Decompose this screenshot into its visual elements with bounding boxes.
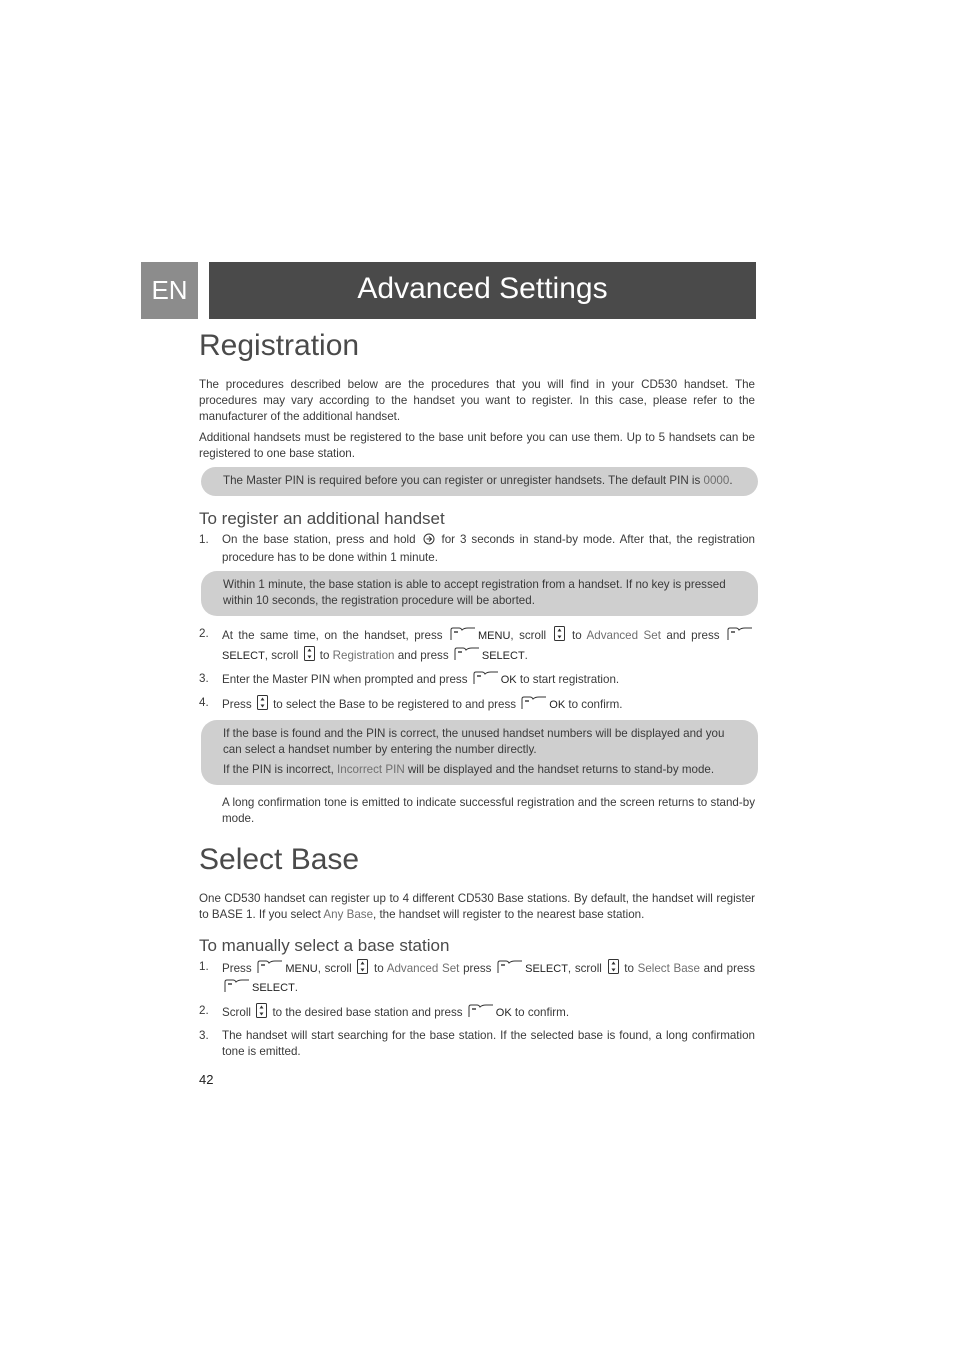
registration-confirmation: A long confirmation tone is emitted to indicate successful registration and the screen returns to stand-by mode. — [222, 796, 755, 825]
register-step-4: 4. Press to select the Base to be registered to and press OK to confirm. — [199, 695, 755, 715]
scroll-key-icon — [257, 695, 268, 715]
softkey-icon — [497, 960, 523, 979]
note-registration-result — [201, 720, 758, 785]
note-registration-timeout-text: Within 1 minute, the base station is able to accept registration from a handset. If no key is pressed within 10 seconds, the registration procedure will be aborted. — [223, 578, 726, 607]
softkey-icon — [450, 627, 476, 646]
register-step-3: 3. Enter the Master PIN when prompted and press OK to start registration. — [199, 671, 755, 690]
select-base-step-2: 2. Scroll to the desired base station and press OK to confirm. — [199, 1003, 755, 1023]
softkey-icon — [224, 979, 250, 998]
select-base-intro: One CD530 handset can register up to 4 different CD530 Base stations. By default, the handset will register to BASE 1. If you select Any Base, the handset will register to the nearest base station. — [199, 892, 755, 921]
scroll-key-icon — [357, 959, 368, 979]
select-base-step-1: 1. Press MENU, scroll to Advanced Set press SELECT, scroll to Select Base and press SELECT. — [199, 959, 755, 998]
softkey-icon — [468, 1004, 494, 1023]
note-master-pin-text: The Master PIN is required before you can register or unregister handsets. The default PIN is 0000. — [223, 474, 733, 487]
softkey-icon — [257, 960, 283, 979]
main-content — [199, 319, 755, 1065]
registration-intro: The procedures described below are the procedures that you will find in your CD530 handset. The procedures may vary according to the handset you want to register. In this case, please refer to the manufacturer of the additional handset. — [199, 378, 755, 423]
softkey-icon — [454, 647, 480, 666]
scroll-key-icon — [608, 959, 619, 979]
note-base-found: If the base is found and the PIN is correct, the unused handset numbers will be displayed and you can select a handset number by entering the number directly. — [223, 727, 725, 756]
softkey-icon — [473, 671, 499, 690]
note-master-pin — [201, 467, 758, 496]
paging-key-icon — [423, 533, 435, 550]
softkey-icon — [727, 627, 753, 646]
scroll-key-icon — [304, 646, 315, 666]
note-registration-timeout — [201, 571, 758, 616]
select-base-step-3: 3. The handset will start searching for the base station. If the selected base is found, a long confirmation tone is emitted. — [199, 1029, 755, 1058]
register-steps-continued — [199, 626, 755, 715]
registration-heading: Registration — [199, 329, 360, 362]
select-base-subheading: To manually select a base station — [199, 936, 450, 955]
scroll-key-icon — [554, 626, 565, 646]
page-title: Advanced Settings — [209, 262, 756, 319]
register-step-2: 2. At the same time, on the handset, press MENU, scroll to Advanced Set and press SELECT, scroll to Registration and press SELECT. — [199, 626, 755, 666]
language-tab: EN — [141, 262, 198, 319]
page-number: 42 — [199, 1072, 214, 1087]
registration-handsets-info: Additional handsets must be registered to the base unit before you can use them. Up to 5 handsets can be registered to one base station. — [199, 431, 755, 460]
register-handset-subheading: To register an additional handset — [199, 509, 445, 528]
select-base-heading: Select Base — [199, 843, 360, 876]
note-pin-incorrect: If the PIN is incorrect, Incorrect PIN will be displayed and the handset returns to stand-by mode. — [223, 763, 715, 776]
register-steps — [199, 532, 755, 566]
register-step-1: 1. On the base station, press and hold for 3 seconds in stand-by mode. After that, the registration procedure has to be done within 1 minute. — [199, 533, 755, 564]
scroll-key-icon — [256, 1003, 267, 1023]
softkey-icon — [521, 696, 547, 715]
select-base-steps — [199, 959, 755, 1060]
default-pin-value: 0000 — [703, 474, 730, 487]
